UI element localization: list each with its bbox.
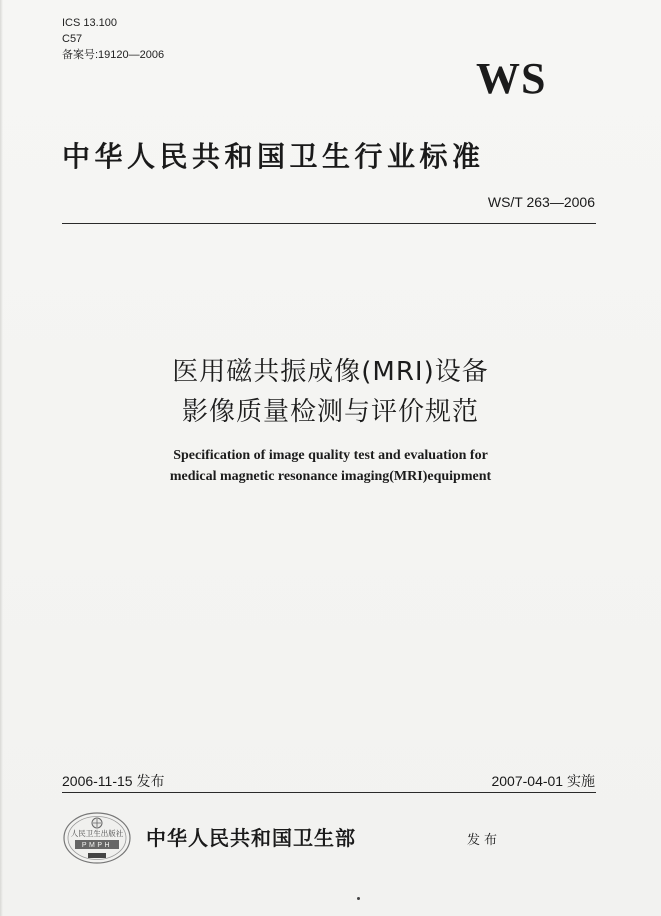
english-title-line-2: medical magnetic resonance imaging(MRI)equipment <box>169 469 492 484</box>
publisher-logo-icon <box>62 811 132 865</box>
scan-dot <box>357 897 360 900</box>
english-title-line-1: Specification of image quality test and evaluation for <box>173 448 488 463</box>
implementation-date: 2007-04-01 实施 <box>491 773 595 789</box>
standard-code: WS/T 263—2006 <box>487 194 595 210</box>
standard-mark: WS <box>476 54 547 103</box>
release-date: 2006-11-15 发布 <box>62 773 165 789</box>
classification-code: C57 <box>62 33 83 45</box>
bottom-divider <box>62 792 596 793</box>
record-number: 备案号:19120—2006 <box>62 49 165 61</box>
publish-verb: 发布 <box>467 833 502 848</box>
publisher-name: 中华人民共和国卫生部 <box>146 826 356 850</box>
svg-text:PMPH: PMPH <box>81 842 113 849</box>
standard-category-title: 中华人民共和国卫生行业标准 <box>62 140 485 173</box>
chinese-title-line-1: 医用磁共振成像(MRI)设备 <box>172 357 489 387</box>
top-divider <box>62 223 596 224</box>
ics-code: ICS 13.100 <box>62 17 118 29</box>
chinese-title-line-2: 影像质量检测与评价规范 <box>181 397 479 427</box>
svg-text:人民卫生出版社: 人民卫生出版社 <box>70 829 124 838</box>
